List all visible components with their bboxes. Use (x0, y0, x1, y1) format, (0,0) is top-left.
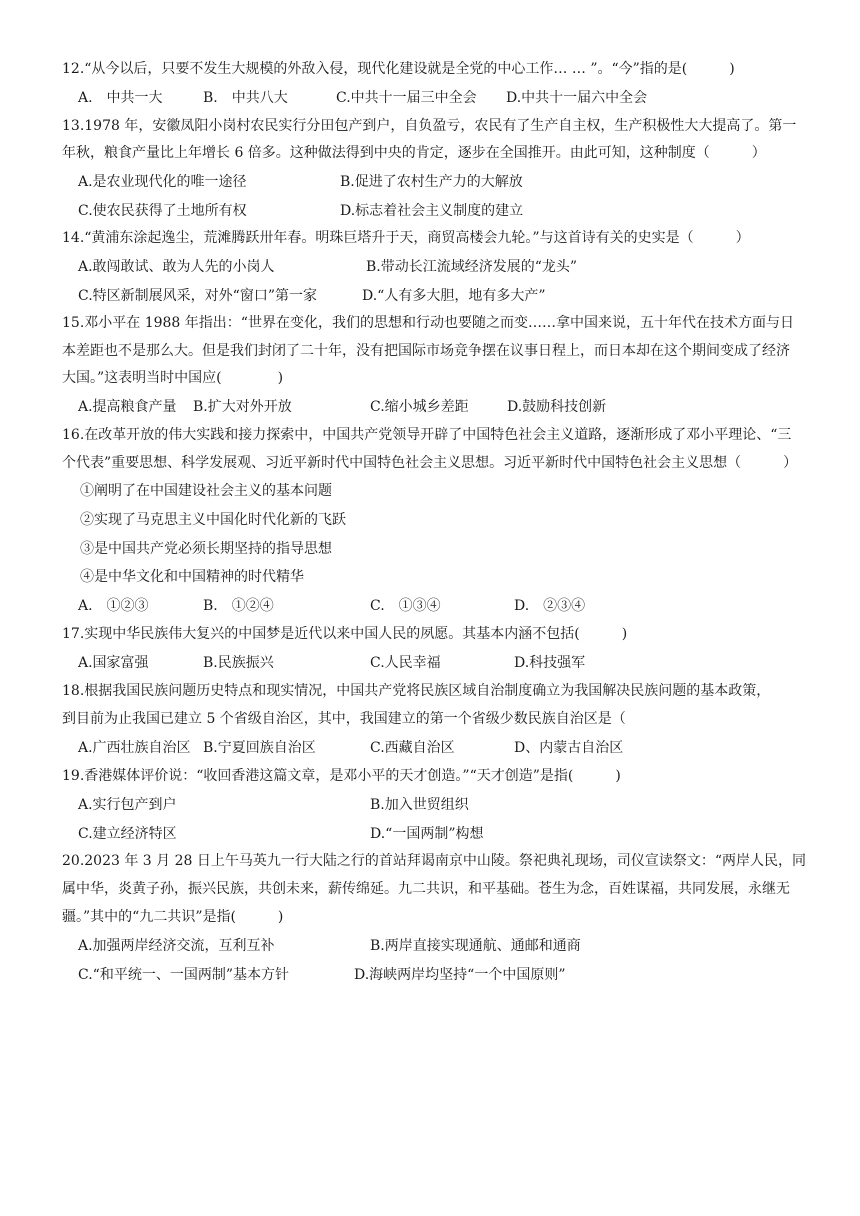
question-16-option-a: A. ①②③ (78, 598, 149, 614)
question-12-stem: 12.“从今以后，只要不发生大规模的外敌入侵，现代化建设就是全党的中心工作… … ”。“今”指的是( ) (62, 61, 735, 77)
question-16-stem-cont: 个代表”重要思想、科学发展观、习近平新时代中国特色社会主义思想。习近平新时代中国特色社会主义思想（ ） (62, 455, 798, 471)
question-18-stem-cont: 到目前为止我国已建立 5 个省级自治区，其中，我国建立的第一个省级少数民族自治区是（ (62, 711, 626, 727)
question-17-stem: 17.实现中华民族伟大复兴的中国梦是近代以来中国人民的夙愿。其基本内涵不包括( ) (62, 626, 628, 642)
question-14-option-d: D.“人有多大胆，地有多大产” (362, 288, 546, 304)
question-14-option-a: A.敢闯敢试、敢为人先的小岗人 (78, 259, 275, 275)
question-16-statement-2: ②实现了马克思主义中国化时代化新的飞跃 (80, 512, 346, 528)
question-20-option-d: D.海峡两岸均坚持“一个中国原则” (354, 967, 566, 983)
question-15-stem-cont-1: 本差距也不是那么大。但是我们封闭了二十年，没有把国际市场竞争摆在议事日程上，而日本却在这个期间变成了经济 (62, 343, 790, 359)
question-16-statement-1: ①阐明了在中国建设社会主义的基本问题 (80, 483, 332, 499)
question-19-option-a: A.实行包产到户 (78, 797, 177, 813)
question-17-option-a: A.国家富强 (78, 655, 149, 671)
question-20-option-a: A.加强两岸经济交流，互利互补 (78, 938, 275, 954)
question-19-option-d: D.“一国两制”构想 (370, 826, 484, 842)
question-12-option-d: D.中共十一届六中全会 (506, 90, 648, 106)
question-13-stem-cont: 年秋，粮食产量比上年增长 6 倍多。这种做法得到中央的肯定，逐步在全国推开。由此可知，这种制度（ ） (62, 145, 766, 161)
question-20-stem: 20.2023 年 3 月 28 日上午马英九一行大陆之行的首站拜谒南京中山陵。祭祀典礼现场，司仪宣读祭文：“两岸人民，同 (62, 853, 807, 869)
question-16-statement-4: ④是中华文化和中国精神的时代精华 (80, 569, 304, 585)
question-12-option-a: A. 中共一大 (78, 90, 163, 106)
question-18-option-a: A.广西壮族自治区 (78, 740, 191, 756)
question-13-option-a: A.是农业现代化的唯一途径 (78, 174, 247, 190)
question-14-option-c: C.特区新制展风采，对外“窗口”第一家 (78, 288, 317, 304)
question-15-option-a: A.提高粮食产量 (78, 399, 177, 415)
question-15-option-b: B.扩大对外开放 (193, 399, 292, 415)
question-14-stem: 14.“黄浦东涂起逸尘，荒滩腾跃卅年春。明珠巨塔升于天，商贸高楼会九轮。”与这首诗有关的史实是（ ） (62, 230, 750, 246)
question-18-stem: 18.根据我国民族问题历史特点和现实情况，中国共产党将民族区域自治制度确立为我国解决民族问题的基本政策， (62, 683, 771, 699)
question-15-option-d: D.鼓励科技创新 (507, 399, 607, 415)
question-13-option-b: B.促进了农村生产力的大解放 (340, 174, 523, 190)
question-12-option-c: C.中共十一届三中全会 (336, 90, 477, 106)
question-13-stem: 13.1978 年，安徽凤阳小岗村农民实行分田包产到户，自负盈亏，农民有了生产自主权，生产积极性大大提高了。第一 (62, 118, 797, 134)
question-16-option-c: C. ①③④ (370, 598, 441, 614)
question-18-option-b: B.宁夏回族自治区 (203, 740, 316, 756)
question-18-option-d: D、内蒙古自治区 (514, 740, 624, 756)
question-16-statement-3: ③是中国共产党必须长期坚持的指导思想 (80, 541, 332, 557)
question-16-option-b: B. ①②④ (203, 598, 274, 614)
question-12-option-b: B. 中共八大 (203, 90, 288, 106)
question-13-option-c: C.使农民获得了土地所有权 (78, 203, 247, 219)
question-17-option-d: D.科技强军 (514, 655, 586, 671)
question-17-option-b: B.民族振兴 (203, 655, 274, 671)
question-15-stem: 15.邓小平在 1988 年指出：“世界在变化，我们的思想和行动也要随之而变……拿中国来说，五十年代在技术方面与日 (62, 315, 794, 331)
question-15-stem-cont-2: 大国。”这表明当时中国应( ) (62, 370, 284, 386)
question-16-stem: 16.在改革开放的伟大实践和接力探索中，中国共产党领导开辟了中国特色社会主义道路，逐渐形成了邓小平理论、“三 (62, 427, 792, 443)
question-17-option-c: C.人民幸福 (370, 655, 441, 671)
question-20-option-c: C.“和平统一、一国两制”基本方针 (78, 967, 289, 983)
question-18-option-c: C.西藏自治区 (370, 740, 455, 756)
question-20-option-b: B.两岸直接实现通航、通邮和通商 (370, 938, 581, 954)
question-16-option-d: D. ②③④ (514, 598, 586, 614)
question-15-option-c: C.缩小城乡差距 (370, 399, 469, 415)
question-14-option-b: B.带动长江流域经济发展的“龙头” (366, 259, 578, 275)
question-19-option-c: C.建立经济特区 (78, 826, 177, 842)
question-20-stem-cont-1: 属中华，炎黄子孙，振兴民族，共创未来，薪传绵延。九二共识，和平基础。苍生为念，百姓谋福，共同发展，永继无 (62, 881, 790, 897)
question-20-stem-cont-2: 疆。”其中的“九二共识”是指( ) (62, 909, 284, 925)
question-19-option-b: B.加入世贸组织 (370, 797, 469, 813)
question-13-option-d: D.标志着社会主义制度的建立 (340, 203, 524, 219)
question-19-stem: 19.香港媒体评价说：“收回香港这篇文章，是邓小平的天才创造。”“天才创造”是指( ) (62, 768, 621, 784)
